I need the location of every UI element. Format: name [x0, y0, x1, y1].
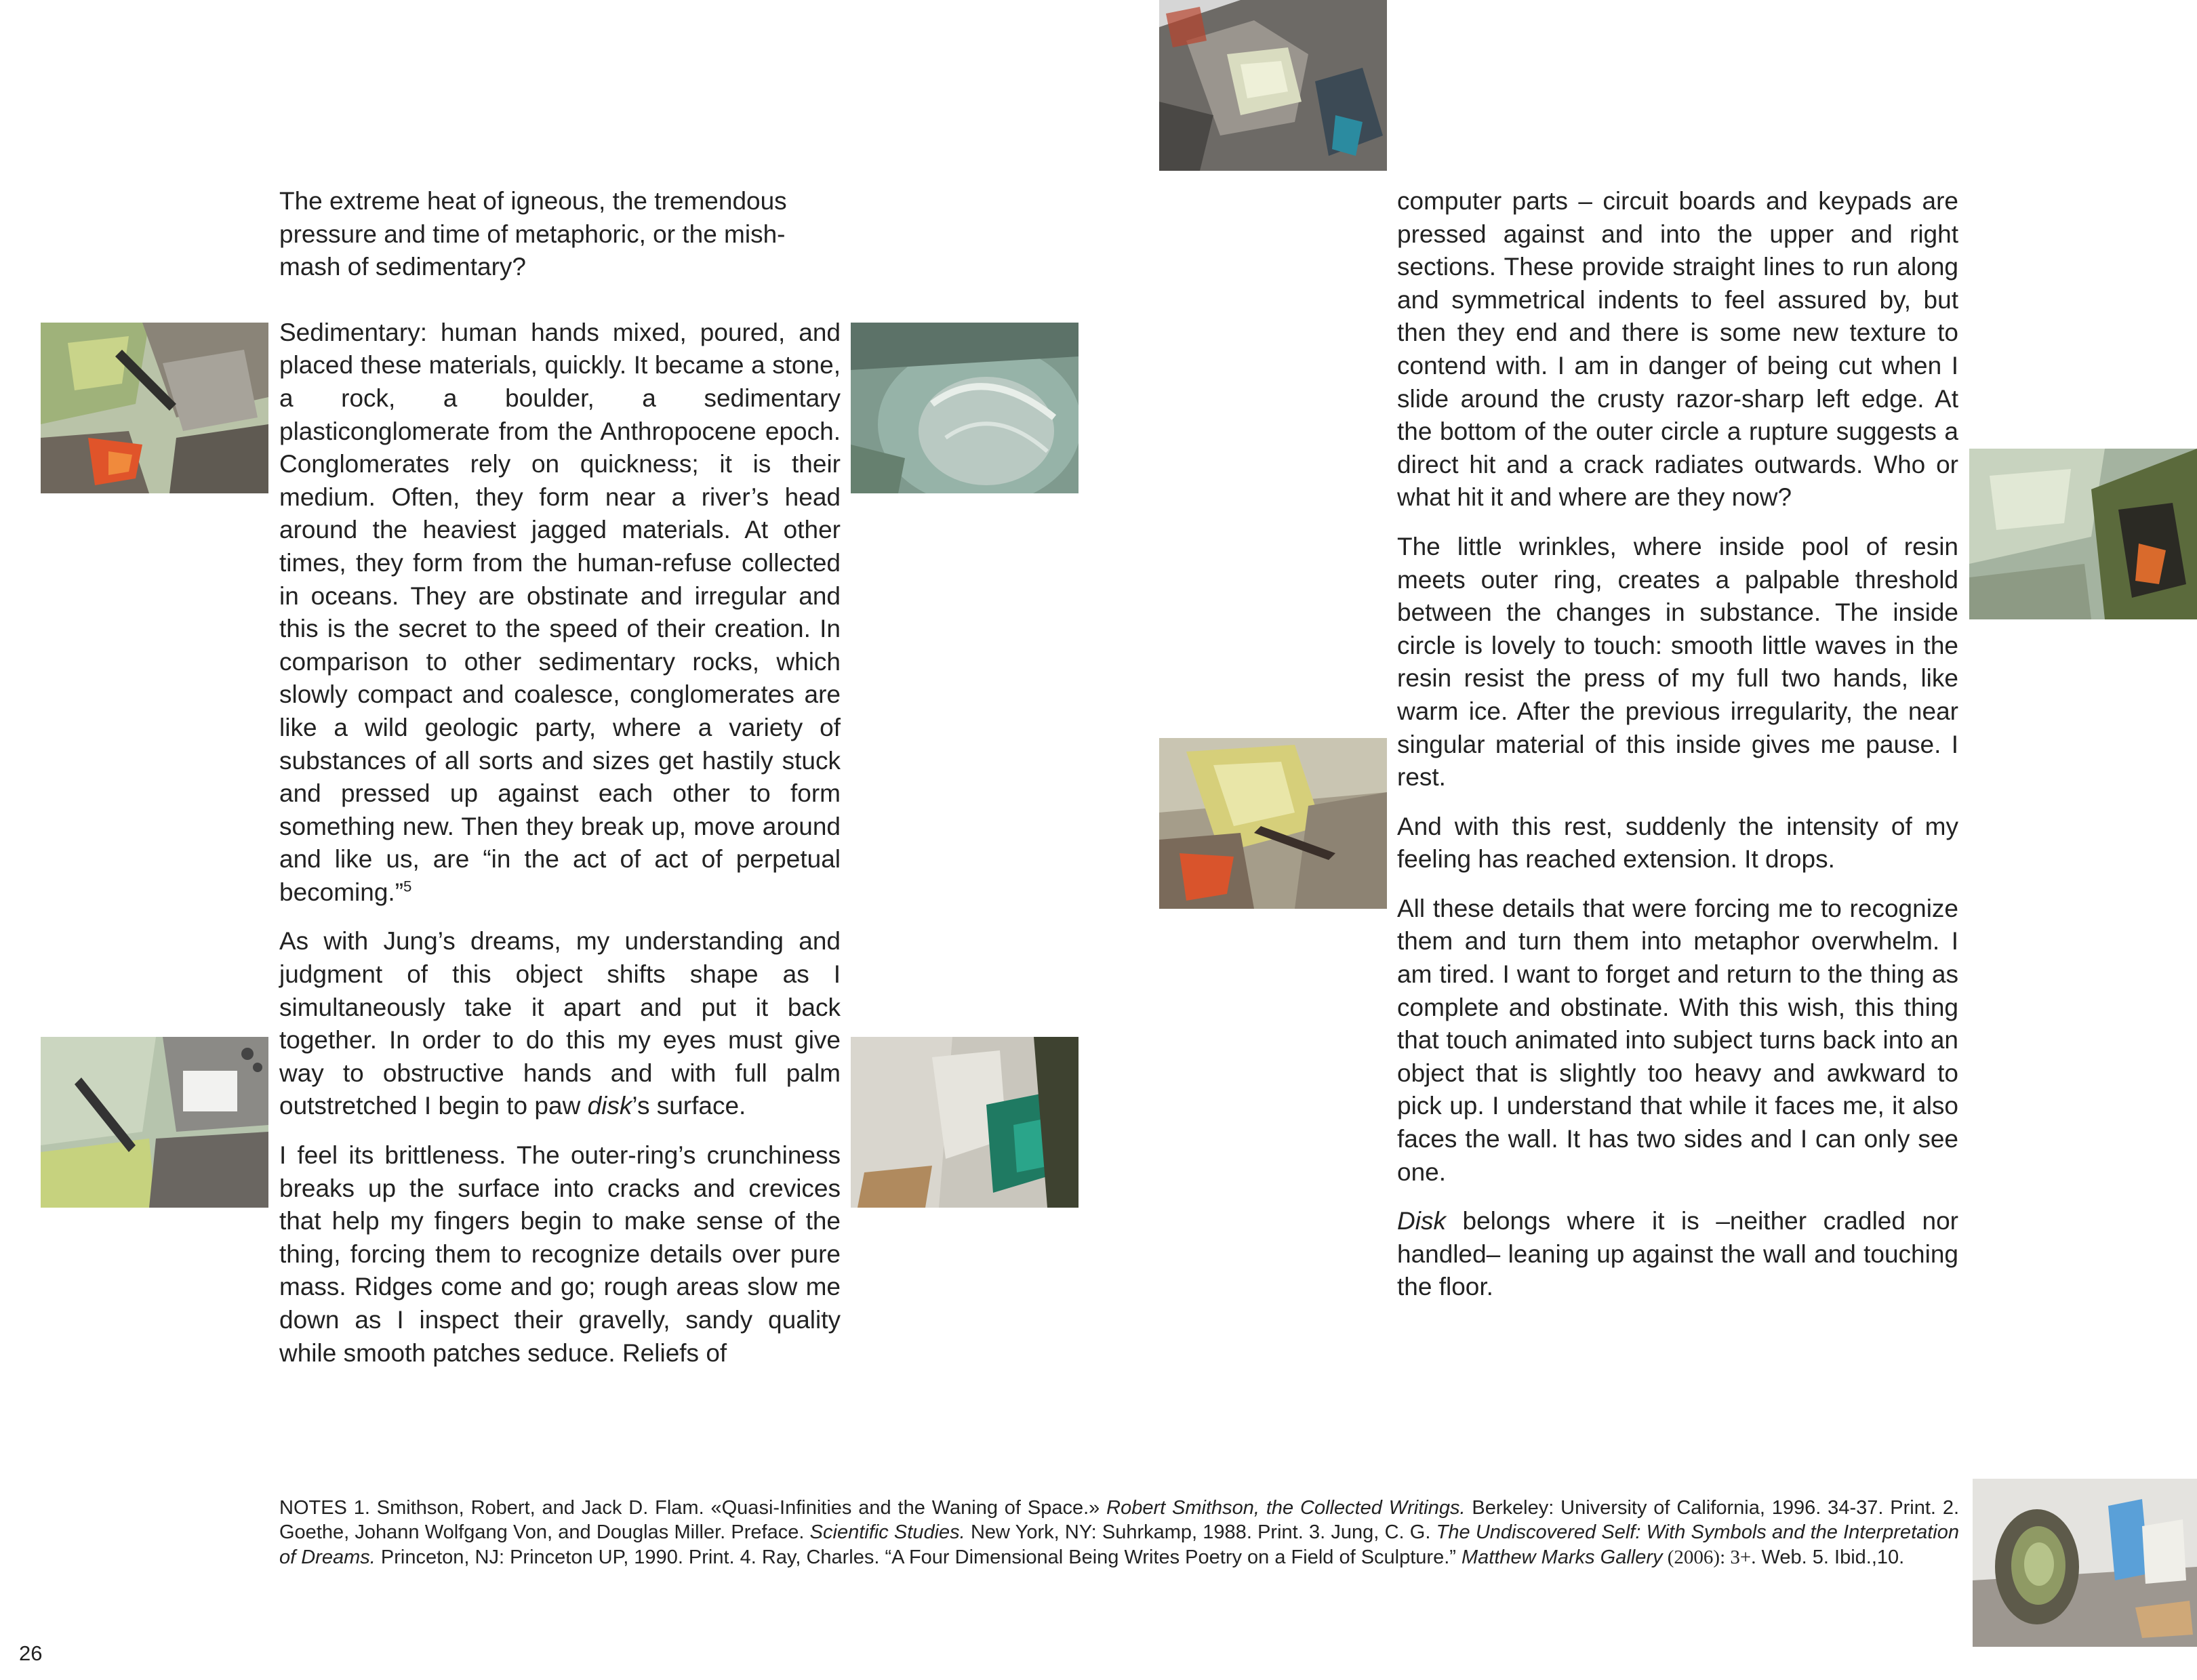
paragraph-sedimentary-text: Sedimentary: human hands mixed, poured, and placed these materials, quickly. It became a stone, a rock, a boulder, a sedimentary plasticonglomerate from the Anthropocene epoch. Conglomerates rely on quickness; it is their medium. Often, they form near a river’s head around the heaviest jagged materials. At other times, they form from the human-refuse collected in oceans. They are obstinate and irregular and this is the secret to the speed of their creation. In comparison to other sedimentary rocks, which slowly compact and coalesce, conglomerates are like a wild geologic party, where a variety of substances of all sorts and sizes get hastily stuck and pressed up against each other to form something new. Then they break up, move around and like us, are “in the act of act of perpetual becoming.”: [279, 318, 841, 906]
paragraph-jung-text-2: ’s surface.: [632, 1092, 746, 1120]
detail-photo-right-1: [1969, 449, 2197, 619]
installation-photo: [1973, 1479, 2197, 1647]
paragraph-igneous-question: The extreme heat of igneous, the tremendous pressure and time of metaphoric, or the mish-mash of sedimentary?: [279, 187, 787, 281]
notes-italic-2: Scientific Studies.: [809, 1521, 965, 1544]
notes-text-2: Berkeley: University of California, 1996. 34-37. Print. 2. Goethe, Johann Wolfgang Von, and Douglas Miller. Preface.: [279, 1497, 1960, 1544]
notes-text-3: New York, NY: Suhrkamp, 1988. Print. 3. Jung, C. G.: [965, 1521, 1436, 1544]
paragraph-sedimentary: [279, 316, 841, 909]
paragraph-disk-italic: Disk: [1397, 1207, 1446, 1235]
notes-text-5: (2006): 3+.: [1662, 1546, 1756, 1568]
notes-italic-3: The Undiscovered Self: With Symbols and the Interpretation of Dreams.: [279, 1521, 1960, 1568]
notes-text-1: NOTES 1. Smithson, Robert, and Jack D. Flam. «Quasi-Infinities and the Waning of Space.»: [279, 1497, 1107, 1519]
right-text-column: [1397, 185, 1958, 1304]
notes-italic-4: Matthew Marks Gallery: [1462, 1546, 1663, 1568]
detail-photo-left-4: [851, 1037, 1079, 1208]
paragraph-computer-parts: computer parts – circuit boards and keypads are pressed against and into the upper and right sections. These provide straight lines to run along and symmetrical indents to feel assured by, but then they end and there is some new texture to contend with. I am in danger of being cut when I slide around the crusty razor-sharp left edge. At the bottom of the outer circle a rupture suggests a direct hit and a crack radiates outwards. Who or what hit it and where are they now?: [1397, 187, 1958, 512]
notes-text-4: Princeton, NJ: Princeton UP, 1990. Print. 4. Ray, Charles. “A Four Dimensional Being Writes Poetry on a Field of Sculpture.”: [375, 1546, 1462, 1568]
paragraph-rest: And with this rest, suddenly the intensity of my feeling has reached extension. It drops.: [1397, 812, 1958, 874]
notes-section: [279, 1496, 1959, 1570]
notes-text-6: Web. 5. Ibid.,10.: [1756, 1546, 1905, 1568]
page-number: 26: [19, 1641, 43, 1665]
paragraph-jung-dreams: [279, 925, 841, 1123]
detail-photo-left-2: [851, 323, 1079, 493]
paragraph-disk-text: belongs where it is –neither cradled nor handled– leaning up against the wall and touching the floor.: [1397, 1207, 1958, 1301]
paragraph-disk-belongs: [1397, 1205, 1958, 1304]
paragraph-jung-text-1: As with Jung’s dreams, my understanding and judgment of this object shifts shape as I simultaneously take it apart and put it back together. In order to do this my eyes must give way to obstructive hands and with full palm outstretched I begin to paw: [279, 927, 841, 1120]
paragraph-details: All these details that were forcing me to recognize them and turn them into metaphor overwhelm. I am tired. I want to forget and return to the thing as complete and obstinate. With this wish, this thing that touch animated into subject turns back into an object that is slightly too heavy and awkward to pick up. I understand that while it faces me, it also faces the wall. It has two sides and I can only see one.: [1397, 894, 1958, 1186]
paragraph-jung-italic: disk: [587, 1092, 632, 1120]
paragraph-brittleness: I feel its brittleness. The outer-ring’s crunchiness breaks up the surface into cracks and crevices that help my fingers begin to make sense of the thing, forcing them to recognize details over pure mass. Ridges come and go; rough areas slow me down as I inspect their gravelly, sandy quality while smooth patches seduce. Reliefs of: [279, 1141, 841, 1367]
footnote-marker: 5: [403, 878, 412, 895]
detail-photo-left-3: [41, 1037, 268, 1208]
detail-photo-left-1: [41, 323, 268, 493]
left-text-column: [279, 185, 841, 1370]
detail-photo-top-center: [1159, 0, 1387, 171]
paragraph-wrinkles: The little wrinkles, where inside pool of resin meets outer ring, creates a palpable threshold between the changes in substance. The inside circle is lovely to touch: smooth little waves in the resin resist the press of my full two hands, like warm ice. After the previous irregularity, the near singular material of this inside gives me pause. I rest.: [1397, 532, 1958, 792]
notes-italic-1: Robert Smithson, the Collected Writings.: [1106, 1497, 1466, 1519]
detail-photo-right-2: [1159, 738, 1387, 909]
